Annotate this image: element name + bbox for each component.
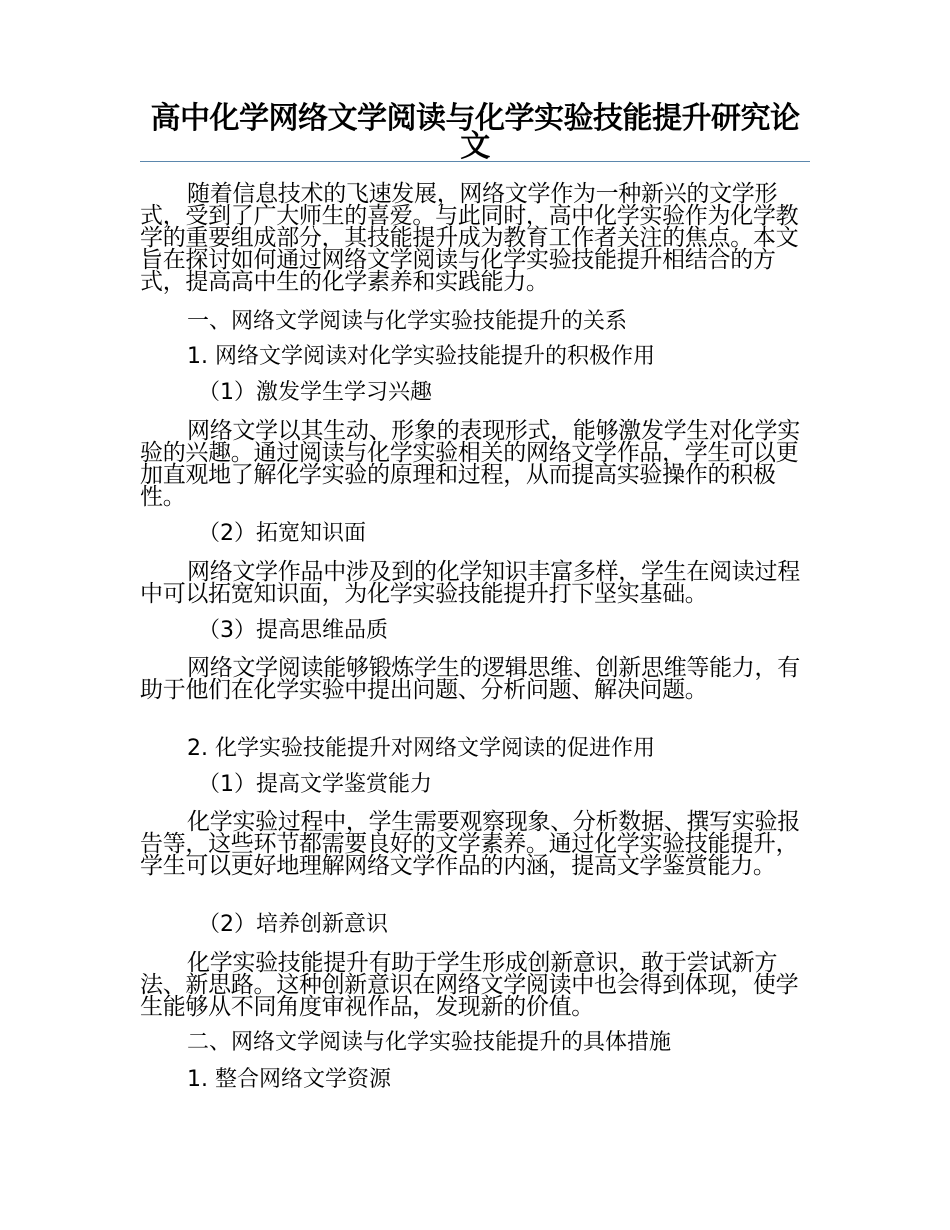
section-2-heading: 二、网络文学阅读与化学实验技能提升的具体措施 bbox=[187, 1030, 672, 1055]
item-1-1-2-label: （2）拓宽知识面 bbox=[198, 521, 366, 546]
item-1-2-1-label: （1）提高文学鉴赏能力 bbox=[198, 772, 432, 797]
item-1-1-3-text: 网络文学阅读能够锻炼学生的逻辑思维、创新思维等能力，有助于他们在化学实验中提出问题、分析问题、解决问题。 bbox=[140, 655, 800, 703]
section-2-1-heading: 1. 整合网络文学资源 bbox=[187, 1067, 391, 1092]
item-1-1-2-text: 网络文学作品中涉及到的化学知识丰富多样，学生在阅读过程中可以拓宽知识面，为化学实验技能提升打下坚实基础。 bbox=[140, 559, 800, 607]
intro-paragraph: 随着信息技术的飞速发展，网络文学作为一种新兴的文学形式，受到了广大师生的喜爱。与此同时，高中化学实验作为化学教学的重要组成部分，其技能提升成为教育工作者关注的焦点。本文旨在探讨如何通过网络文学阅读与化学实验技能提升相结合的方式，提高高中生的化学素养和实践能力。 bbox=[140, 181, 799, 295]
item-1-1-1-label: （1）激发学生学习兴趣 bbox=[198, 380, 432, 405]
item-1-1-3-label: （3）提高思维品质 bbox=[198, 618, 388, 643]
item-1-2-1-text: 化学实验过程中，学生需要观察现象、分析数据、撰写实验报告等，这些环节都需要良好的文学素养。通过化学实验技能提升，学生可以更好地理解网络文学作品的内涵，提高文学鉴赏能力。 bbox=[140, 809, 800, 879]
title-underline bbox=[140, 161, 810, 162]
section-1-heading: 一、网络文学阅读与化学实验技能提升的关系 bbox=[187, 309, 628, 334]
section-1-2-heading: 2. 化学实验技能提升对网络文学阅读的促进作用 bbox=[187, 736, 655, 761]
section-1-1-heading: 1. 网络文学阅读对化学实验技能提升的积极作用 bbox=[187, 344, 655, 369]
item-1-2-2-text: 化学实验技能提升有助于学生形成创新意识，敢于尝试新方法、新思路。这种创新意识在网络文学阅读中也会得到体现，使学生能够从不同角度审视作品，发现新的价值。 bbox=[140, 950, 799, 1020]
document-title: 高中化学网络文学阅读与化学实验技能提升研究论文 bbox=[150, 101, 800, 164]
item-1-2-2-label: （2）培养创新意识 bbox=[198, 912, 388, 937]
item-1-1-1-text: 网络文学以其生动、形象的表现形式，能够激发学生对化学实验的兴趣。通过阅读与化学实验相关的网络文学作品，学生可以更加直观地了解化学实验的原理和过程，从而提高实验操作的积极性。 bbox=[140, 418, 800, 510]
